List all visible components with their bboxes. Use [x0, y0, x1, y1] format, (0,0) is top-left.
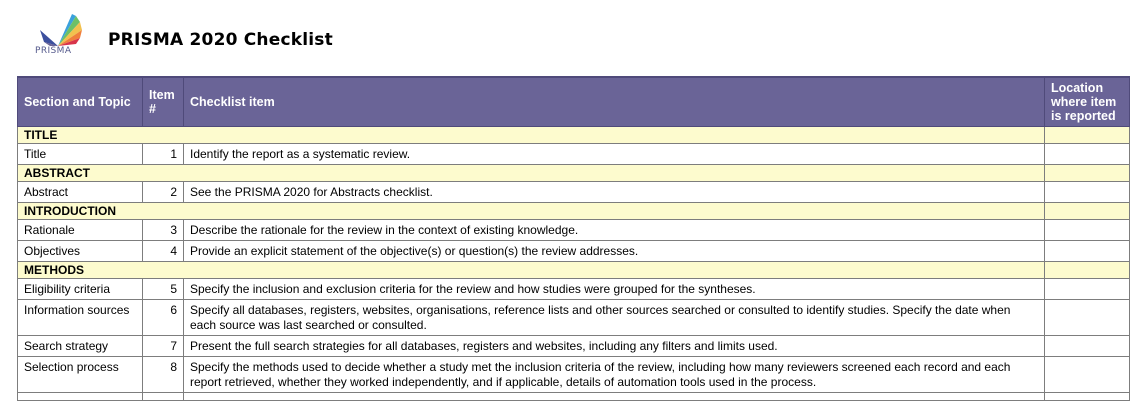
section-label: TITLE: [18, 126, 1045, 143]
section-row-methods: [18, 261, 1130, 278]
checklist-table: [17, 76, 1130, 401]
row-item-number: 7: [143, 335, 184, 356]
col-header-section: Section and Topic: [18, 77, 143, 126]
row-location-cell[interactable]: [1045, 299, 1130, 335]
row-topic: Rationale: [18, 219, 143, 240]
row-topic: Objectives: [18, 240, 143, 261]
row-location-cell[interactable]: [1045, 143, 1130, 164]
row-location-cell[interactable]: [1045, 335, 1130, 356]
row-topic: Abstract: [18, 181, 143, 202]
section-label: ABSTRACT: [18, 164, 1045, 181]
logo-text: PRISMA: [35, 46, 72, 56]
row-checklist-text: Provide an explicit statement of the objective(s) or question(s) the review addresses.: [184, 240, 1045, 261]
table-header-row: [18, 77, 1130, 126]
section-location-cell: [1045, 164, 1130, 181]
row-checklist-text: Present the full search strategies for all databases, registers and websites, including any filters and limits used.: [184, 335, 1045, 356]
table-row: [18, 143, 1130, 164]
section-row-introduction: [18, 202, 1130, 219]
table-row: [18, 240, 1130, 261]
section-row-abstract: [18, 164, 1130, 181]
col-header-location: Location where item is reported: [1045, 77, 1130, 126]
row-item-number: 2: [143, 181, 184, 202]
row-location-cell[interactable]: [1045, 356, 1130, 392]
section-location-cell: [1045, 261, 1130, 278]
row-topic: Information sources: [18, 299, 143, 335]
row-item-number: 3: [143, 219, 184, 240]
table-row: [18, 181, 1130, 202]
table-row-cutoff: [18, 392, 1130, 400]
row-item-number: 1: [143, 143, 184, 164]
row-item-number: 5: [143, 278, 184, 299]
section-row-title: [18, 126, 1130, 143]
table-row: [18, 278, 1130, 299]
table-row: [18, 219, 1130, 240]
table-row: [18, 299, 1130, 335]
row-item-number: 6: [143, 299, 184, 335]
row-checklist-text: Specify all databases, registers, websites, organisations, reference lists and other sources searched or consulted to identify studies. Specify the date when each source was last searched or consulted.: [184, 299, 1045, 335]
row-location-cell[interactable]: [1045, 181, 1130, 202]
row-topic: Title: [18, 143, 143, 164]
section-label: METHODS: [18, 261, 1045, 278]
section-location-cell: [1045, 202, 1130, 219]
row-location-cell[interactable]: [1045, 219, 1130, 240]
row-item-number: 4: [143, 240, 184, 261]
row-topic: Search strategy: [18, 335, 143, 356]
section-label: INTRODUCTION: [18, 202, 1045, 219]
row-checklist-text: Identify the report as a systematic review.: [184, 143, 1045, 164]
col-header-item: Item #: [143, 77, 184, 126]
row-item-number: 8: [143, 356, 184, 392]
row-location-cell[interactable]: [1045, 278, 1130, 299]
row-checklist-text: See the PRISMA 2020 for Abstracts checklist.: [184, 181, 1045, 202]
row-location-cell[interactable]: [1045, 240, 1130, 261]
table-row: [18, 356, 1130, 392]
row-topic: Eligibility criteria: [18, 278, 143, 299]
table-row: [18, 335, 1130, 356]
col-header-checklist: Checklist item: [184, 77, 1045, 126]
page-title: PRISMA 2020 Checklist: [108, 30, 333, 50]
row-checklist-text: Specify the inclusion and exclusion criteria for the review and how studies were grouped for the syntheses.: [184, 278, 1045, 299]
row-checklist-text: Specify the methods used to decide whether a study met the inclusion criteria of the review, including how many reviewers screened each record and each report retrieved, whether they worked independently, and if applicable, details of automation tools used in the process.: [184, 356, 1045, 392]
row-topic: Selection process: [18, 356, 143, 392]
section-location-cell: [1045, 126, 1130, 143]
row-checklist-text: Describe the rationale for the review in the context of existing knowledge.: [184, 219, 1045, 240]
